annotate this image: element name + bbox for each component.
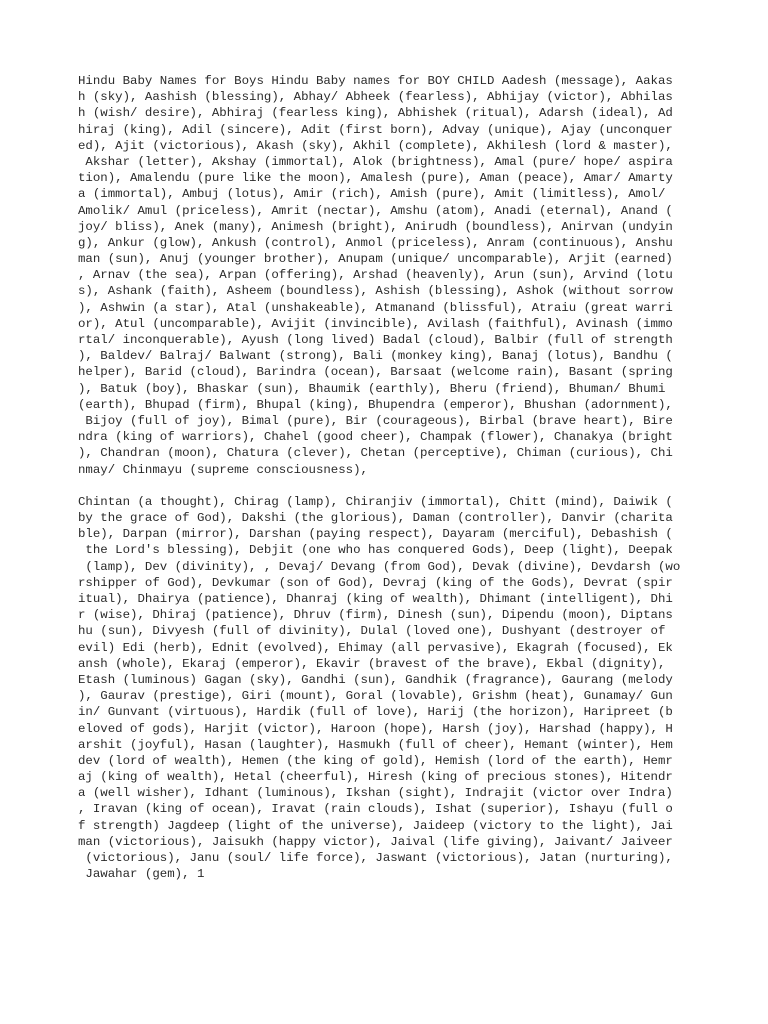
- text-line: ansh (whole), Ekaraj (emperor), Ekavir (bravest of the brave), Ekbal (dignity),: [78, 656, 673, 671]
- text-line: Chintan (a thought), Chirag (lamp), Chiranjiv (immortal), Chitt (mind), Daiwik (: [78, 494, 673, 509]
- text-line: or), Atul (uncomparable), Avijit (invincible), Avilash (faithful), Avinash (immo: [78, 316, 673, 331]
- text-line: rshipper of God), Devkumar (son of God), Devraj (king of the Gods), Devrat (spir: [78, 575, 673, 590]
- text-line: , Iravan (king of ocean), Iravat (rain clouds), Ishat (superior), Ishayu (full o: [78, 802, 673, 817]
- text-line: a (immortal), Ambuj (lotus), Amir (rich), Amish (pure), Amit (limitless), Amol/: [78, 187, 673, 202]
- text-line: joy/ bliss), Anek (many), Animesh (bright), Anirudh (boundless), Anirvan (undyin: [78, 219, 673, 234]
- text-line: h (wish/ desire), Abhiraj (fearless king), Abhishek (ritual), Adarsh (ideal), Ad: [78, 106, 673, 121]
- text-line: man (victorious), Jaisukh (happy victor), Jaival (life giving), Jaivant/ Jaiveer: [78, 834, 673, 849]
- text-line: ), Ashwin (a star), Atal (unshakeable), Atmanand (blissful), Atraiu (great warri: [78, 300, 673, 315]
- text-line: ), Batuk (boy), Bhaskar (sun), Bhaumik (earthly), Bheru (friend), Bhuman/ Bhumi: [78, 381, 673, 396]
- paragraph-2: [78, 494, 698, 883]
- text-line: dev (lord of wealth), Hemen (the king of gold), Hemish (lord of the earth), Hemr: [78, 753, 673, 768]
- text-line: ), Gaurav (prestige), Giri (mount), Goral (lovable), Grishm (heat), Gunamay/ Gun: [78, 689, 673, 704]
- text-line: hiraj (king), Adil (sincere), Adit (first born), Advay (unique), Ajay (unconquer: [78, 122, 673, 137]
- text-line: Amolik/ Amul (priceless), Amrit (nectar), Amshu (atom), Anadi (eternal), Anand (: [78, 203, 673, 218]
- text-line: ), Baldev/ Balraj/ Balwant (strong), Bali (monkey king), Banaj (lotus), Bandhu (: [78, 349, 673, 364]
- text-line: Jawahar (gem), 1: [78, 867, 205, 882]
- text-line: man (sun), Anuj (younger brother), Anupam (unique/ uncomparable), Arjit (earned): [78, 252, 673, 267]
- document-page: [78, 73, 698, 882]
- text-line: a (well wisher), Idhant (luminous), Ikshan (sight), Indrajit (victor over Indra): [78, 786, 673, 801]
- text-line: r (wise), Dhiraj (patience), Dhruv (firm), Dinesh (sun), Dipendu (moon), Diptans: [78, 608, 673, 623]
- text-line: Bijoy (full of joy), Bimal (pure), Bir (courageous), Birbal (brave heart), Bire: [78, 413, 673, 428]
- text-line: in/ Gunvant (virtuous), Hardik (full of love), Harij (the horizon), Haripreet (b: [78, 705, 673, 720]
- text-line: ed), Ajit (victorious), Akash (sky), Akhil (complete), Akhilesh (lord & master),: [78, 138, 673, 153]
- text-line: tion), Amalendu (pure like the moon), Amalesh (pure), Aman (peace), Amar/ Amarty: [78, 171, 673, 186]
- text-line: nmay/ Chinmayu (supreme consciousness),: [78, 462, 368, 477]
- text-line: (earth), Bhupad (firm), Bhupal (king), Bhupendra (emperor), Bhushan (adornment),: [78, 397, 673, 412]
- text-line: aj (king of wealth), Hetal (cheerful), Hiresh (king of precious stones), Hitendr: [78, 770, 673, 785]
- text-line: itual), Dhairya (patience), Dhanraj (king of wealth), Dhimant (intelligent), Dhi: [78, 592, 673, 606]
- text-line: s), Ashank (faith), Asheem (boundless), Ashish (blessing), Ashok (without sorrow: [78, 284, 673, 299]
- text-line: by the grace of God), Dakshi (the glorious), Daman (controller), Danvir (charita: [78, 511, 673, 526]
- text-line: , Arnav (the sea), Arpan (offering), Arshad (heavenly), Arun (sun), Arvind (lotu: [78, 268, 673, 283]
- text-line: eloved of gods), Harjit (victor), Haroon (hope), Harsh (joy), Harshad (happy), H: [78, 721, 673, 736]
- text-line: arshit (joyful), Hasan (laughter), Hasmukh (full of cheer), Hemant (winter), Hem: [78, 737, 673, 752]
- text-line: rtal/ inconquerable), Ayush (long lived) Badal (cloud), Balbir (full of strength: [78, 333, 673, 347]
- text-line: g), Ankur (glow), Ankush (control), Anmol (priceless), Anram (continuous), Anshu: [78, 235, 673, 250]
- text-line: ndra (king of warriors), Chahel (good cheer), Champak (flower), Chanakya (bright: [78, 430, 673, 445]
- text-line: ble), Darpan (mirror), Darshan (paying respect), Dayaram (merciful), Debashish (: [78, 527, 673, 542]
- paragraph-1: [78, 73, 698, 478]
- text-line: ), Chandran (moon), Chatura (clever), Chetan (perceptive), Chiman (curious), Chi: [78, 446, 673, 461]
- text-line: hu (sun), Divyesh (full of divinity), Dulal (loved one), Dushyant (destroyer of: [78, 624, 673, 639]
- text-line: helper), Barid (cloud), Barindra (ocean), Barsaat (welcome rain), Basant (spring: [78, 365, 673, 380]
- text-line: the Lord's blessing), Debjit (one who has conquered Gods), Deep (light), Deepak: [78, 543, 673, 558]
- text-line: (victorious), Janu (soul/ life force), Jaswant (victorious), Jatan (nurturing),: [78, 851, 673, 865]
- text-line: Etash (luminous) Gagan (sky), Gandhi (sun), Gandhik (fragrance), Gaurang (melody: [78, 672, 673, 687]
- text-line: f strength) Jagdeep (light of the universe), Jaideep (victory to the light), Jai: [78, 818, 673, 833]
- text-line: h (sky), Aashish (blessing), Abhay/ Abheek (fearless), Abhijay (victor), Abhilas: [78, 90, 673, 105]
- text-line: Hindu Baby Names for Boys Hindu Baby names for BOY CHILD Aadesh (message), Aakas: [78, 74, 673, 88]
- text-line: evil) Edi (herb), Ednit (evolved), Ehimay (all pervasive), Ekagrah (focused), Ek: [78, 640, 673, 655]
- text-line: (lamp), Dev (divinity), , Devaj/ Devang (from God), Devak (divine), Devdarsh (wo: [78, 559, 681, 574]
- text-line: Akshar (letter), Akshay (immortal), Alok (brightness), Amal (pure/ hope/ aspira: [78, 154, 673, 169]
